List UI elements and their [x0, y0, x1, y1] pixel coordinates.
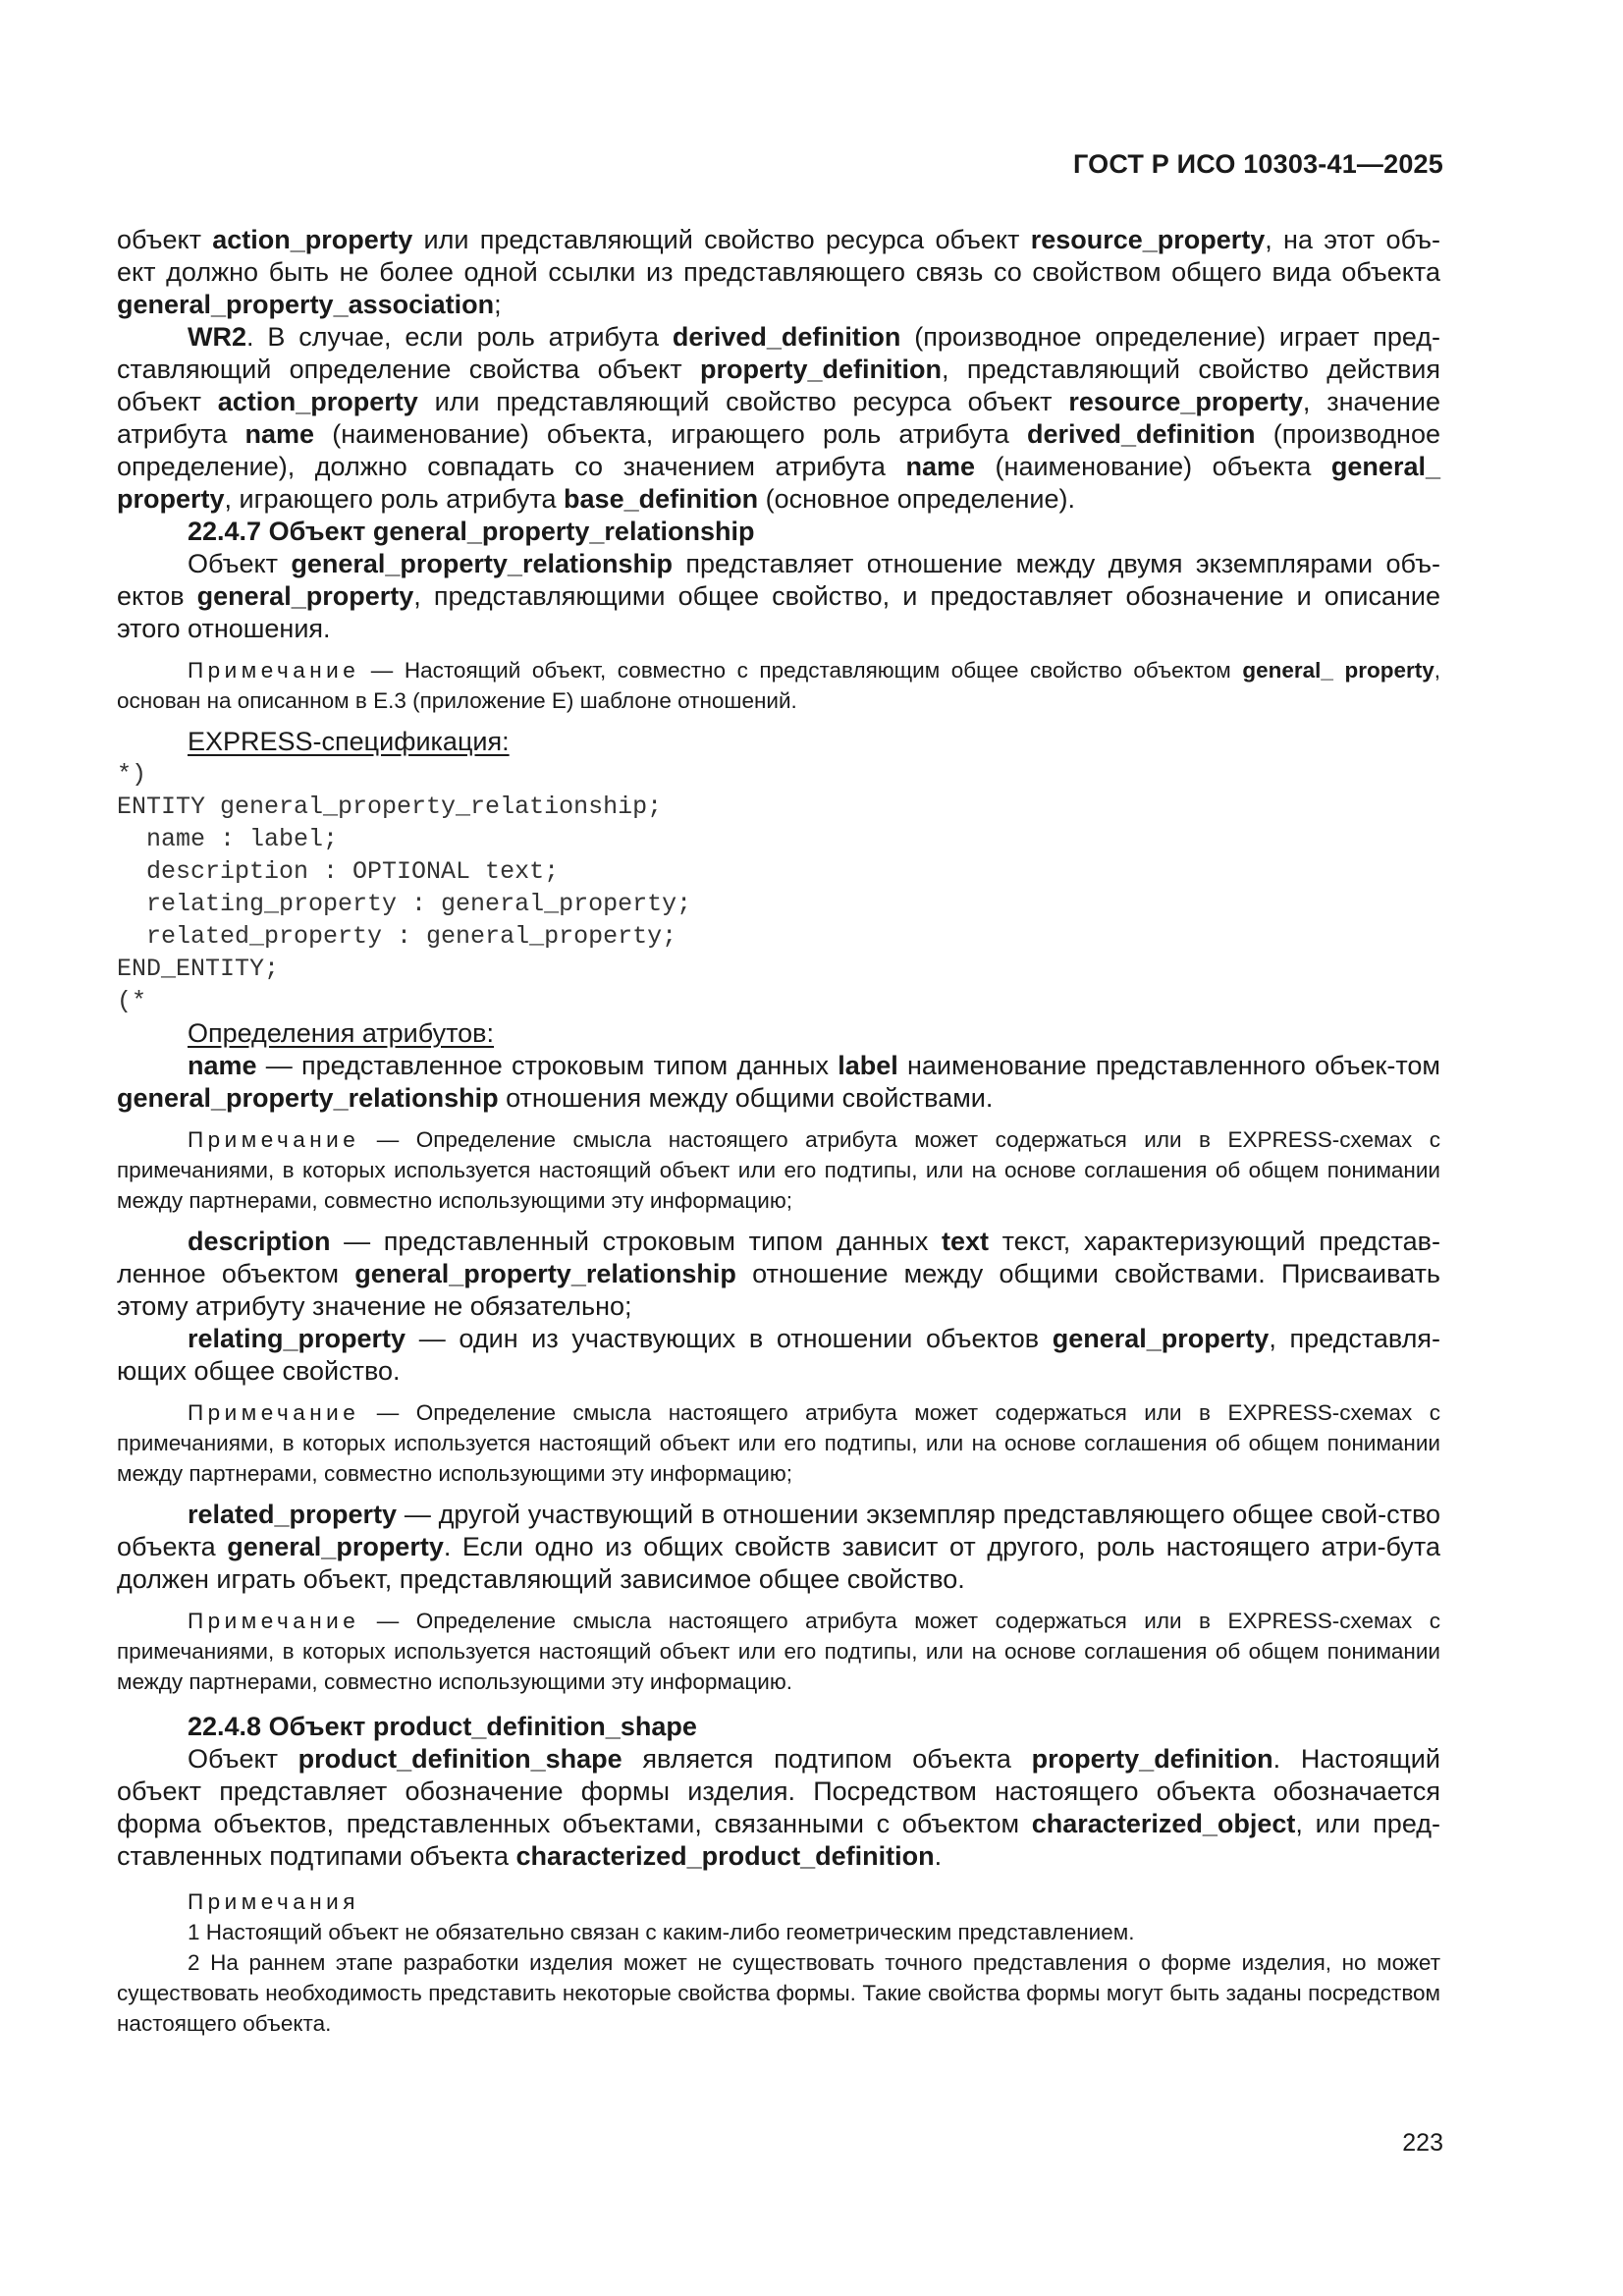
- text: , значение атрибута: [117, 387, 1441, 449]
- code-line: *): [117, 760, 147, 789]
- text: — Определение смысла настоящего атрибута может содержаться или в EXPRESS-схемах с примечаниями, в которых используется настоящий объект или его подтипы, или на основе соглашения об общем понимании между партнерами, совместно использующими эту информацию;: [117, 1400, 1440, 1486]
- code-line: relating_property : general_property;: [117, 890, 692, 918]
- page-number: 223: [1402, 2129, 1443, 2157]
- term: general_property_relationship: [354, 1259, 736, 1288]
- text: или представляющий свойство ресурса объект: [412, 225, 1031, 254]
- term: action_property: [212, 225, 413, 254]
- text: является подтипом объекта: [622, 1744, 1032, 1774]
- code-line: name : label;: [117, 825, 339, 853]
- page-body: [117, 224, 1440, 2039]
- text: — представленный строковым типом данных: [330, 1227, 943, 1256]
- code-line: ENTITY general_property_relationship;: [117, 793, 663, 821]
- term: related_property: [188, 1500, 398, 1529]
- term: general_property: [196, 581, 414, 611]
- term: property_definition: [1031, 1744, 1273, 1774]
- standard-code: ГОСТ Р ИСО 10303-41—2025: [1073, 149, 1443, 179]
- term: label: [838, 1051, 898, 1080]
- note-label: Примечание: [188, 1400, 360, 1425]
- text: — другой участвующий в отношении экземпляр представляющего общее свой-ство объекта: [117, 1500, 1440, 1561]
- note-item: 1 Настоящий объект не обязательно связан с каким-либо геометрическим представлением.: [188, 1920, 1135, 1944]
- text: , играющего роль атрибута: [224, 484, 565, 514]
- text: .: [934, 1841, 943, 1871]
- term: derived_definition: [1026, 419, 1256, 449]
- term: action_property: [217, 387, 418, 416]
- text: , на этот объ-ект должно быть не более одной ссылки из представляющего связь со свойством общего вида объекта: [117, 225, 1441, 287]
- text: — один из участвующих в отношении объектов: [406, 1324, 1053, 1353]
- code-line: (*: [117, 987, 147, 1015]
- text: . В случае, если роль атрибута: [246, 322, 673, 352]
- express-label: EXPRESS-спецификация:: [188, 727, 510, 756]
- term: general_property: [227, 1532, 444, 1561]
- note: [117, 1397, 1440, 1489]
- term: name: [188, 1051, 257, 1080]
- attr-related-property: [117, 1499, 1440, 1596]
- section-heading-22-4-8: 22.4.8 Объект product_definition_shape: [188, 1712, 697, 1741]
- text: представляет отношение между двумя экземплярами объ-ектов: [117, 549, 1440, 611]
- note-label: Примечание: [188, 1609, 360, 1633]
- text: (основное определение).: [758, 484, 1076, 514]
- note-item: 2 На раннем этапе разработки изделия может не существовать точного представления о форме изделия, но может существовать необходимость представить некоторые свойства формы. Такие свойства формы могут быть заданы посредством настоящего объекта.: [117, 1950, 1440, 2036]
- text: . Если одно из общих свойств зависит от другого, роль настоящего атри-бута должен играть объект, представляющий зависимое общее свойство.: [117, 1532, 1441, 1594]
- text: (производное определение) играет пред-ставляющий определение свойства объект: [117, 322, 1441, 384]
- text: (производное определение), должно совпадать со значением атрибута: [117, 419, 1440, 481]
- term: base_definition: [564, 484, 759, 514]
- code-line: description : OPTIONAL text;: [117, 857, 560, 886]
- attr-name: [117, 1050, 1440, 1115]
- text: , основан на описанном в Е.3 (приложение Е) шаблоне отношений.: [117, 658, 1440, 713]
- text: (наименование) объекта: [975, 452, 1331, 481]
- text: (наименование) объекта, играющего роль атрибута: [314, 419, 1027, 449]
- section-heading-22-4-7: 22.4.7 Объект general_property_relationship: [188, 517, 755, 546]
- section-intro: [117, 548, 1440, 645]
- term: general_property: [1052, 1324, 1270, 1353]
- text: , представля-ющих общее свойство.: [117, 1324, 1440, 1386]
- attributes-label: Определения атрибутов:: [188, 1018, 495, 1048]
- text: объект: [117, 225, 213, 254]
- paragraph-wr2: [117, 321, 1440, 516]
- term: general_property_relationship: [117, 1083, 499, 1113]
- term: general_ property: [1242, 658, 1434, 683]
- code-line: END_ENTITY;: [117, 955, 280, 983]
- text: Объект: [188, 549, 292, 578]
- term: derived_definition: [672, 322, 901, 352]
- text: — представленное строковым типом данных: [256, 1051, 839, 1080]
- note: [117, 1124, 1440, 1216]
- attr-label-line: [117, 1017, 1440, 1050]
- text: отношения между общими свойствами.: [498, 1083, 994, 1113]
- paragraph-continuation: [117, 224, 1440, 321]
- attr-relating-property: [117, 1323, 1440, 1388]
- term: name: [905, 452, 975, 481]
- note-label: Примечание: [188, 658, 360, 683]
- term: resource_property: [1068, 387, 1303, 416]
- term: description: [188, 1227, 331, 1256]
- term: text: [942, 1227, 990, 1256]
- code-line: related_property : general_property;: [117, 922, 677, 951]
- text: или представляющий свойство ресурса объект: [417, 387, 1069, 416]
- term: product_definition_shape: [298, 1744, 622, 1774]
- express-code: [117, 758, 1440, 1017]
- text: . Настоящий объект представляет обозначение формы изделия. Посредством настоящего объекта обозначается форма объектов, представленных объектами, связанными с объектом: [117, 1744, 1440, 1838]
- note: [117, 1606, 1440, 1697]
- express-label-line: [117, 726, 1440, 758]
- note-label: Примечание: [188, 1127, 360, 1152]
- term: general_property_relationship: [291, 549, 673, 578]
- term: general_ property: [117, 452, 1440, 514]
- term: property_definition: [699, 355, 942, 384]
- notes-title: Примечания: [188, 1889, 359, 1914]
- text: , представляющими общее свойство, и предоставляет обозначение и описание этого отношения.: [117, 581, 1440, 643]
- term: relating_property: [188, 1324, 406, 1353]
- text: — Определение смысла настоящего атрибута может содержаться или в EXPRESS-схемах с примечаниями, в которых используется настоящий объект или его подтипы, или на основе соглашения об общем понимании между партнерами, совместно использующими эту информацию.: [117, 1609, 1440, 1694]
- note: [117, 655, 1440, 716]
- term: characterized_object: [1031, 1809, 1296, 1838]
- term: resource_property: [1030, 225, 1266, 254]
- text: текст, характеризующий представ-ленное объектом: [117, 1227, 1440, 1288]
- text: отношение между общими свойствами. Присваивать этому атрибуту значение не обязательно;: [117, 1259, 1441, 1321]
- term: name: [244, 419, 315, 449]
- attr-description: [117, 1226, 1440, 1323]
- term: characterized_product_definition: [515, 1841, 935, 1871]
- rule-label: WR2: [188, 322, 246, 352]
- text: , или пред-ставленных подтипами объекта: [117, 1809, 1440, 1871]
- term: general_property_association: [117, 290, 495, 319]
- text: ;: [494, 290, 502, 319]
- section-intro: [117, 1743, 1440, 1873]
- text: — Определение смысла настоящего атрибута может содержаться или в EXPRESS-схемах с примечаниями, в которых используется настоящий объект или его подтипы, или на основе соглашения об общем понимании между партнерами, совместно использующими эту информацию;: [117, 1127, 1440, 1213]
- text: — Настоящий объект, совместно с представляющим общее свойство объектом: [359, 658, 1243, 683]
- text: , представляющий свойство действия объект: [117, 355, 1441, 416]
- text: Объект: [188, 1744, 298, 1774]
- notes-block: [117, 1886, 1440, 2039]
- text: наименование представленного объек-том: [897, 1051, 1440, 1080]
